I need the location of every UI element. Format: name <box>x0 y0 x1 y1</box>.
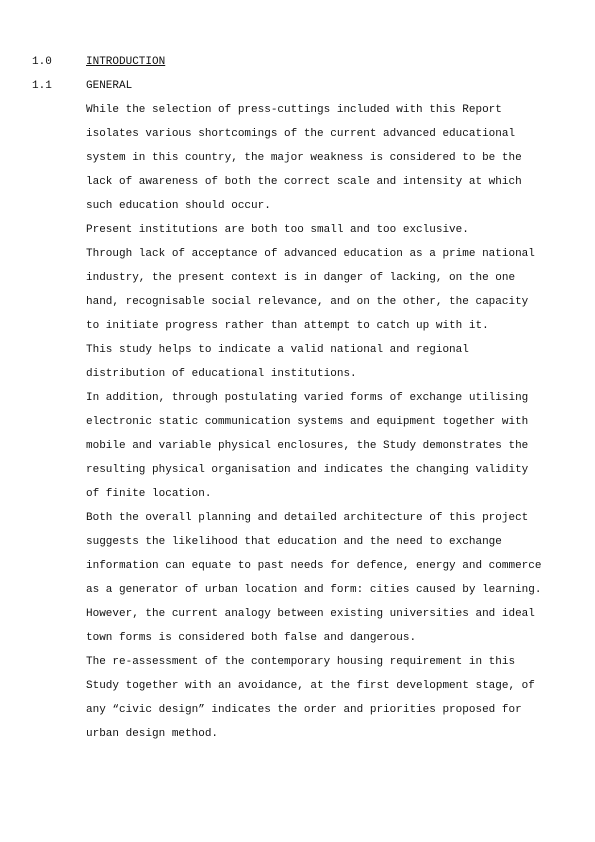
text-line: urban design method. <box>86 728 219 740</box>
text-line: suggests the likelihood that education and the need to exchange <box>86 536 502 548</box>
text-line: of finite location. <box>86 488 212 500</box>
text-line: to initiate progress rather than attempt to catch up with it. <box>86 320 489 332</box>
body-text <box>86 98 591 746</box>
text-line: isolates various shortcomings of the current advanced educational <box>86 128 516 140</box>
text-line: mobile and variable physical enclosures, the Study demonstrates the <box>86 440 529 452</box>
text-line: This study helps to indicate a valid national and regional <box>86 344 469 356</box>
section-heading-general <box>0 74 595 98</box>
section-title: GENERAL <box>86 80 133 92</box>
text-line: Present institutions are both too small and too exclusive. <box>86 224 469 236</box>
section-number: 1.1 <box>32 80 52 92</box>
text-line: electronic static communication systems and equipment together with <box>86 416 529 428</box>
text-line: Study together with an avoidance, at the first development stage, of <box>86 680 535 692</box>
section-title: INTRODUCTION <box>86 56 166 68</box>
text-line: The re-assessment of the contemporary housing requirement in this <box>86 656 516 668</box>
section-number: 1.0 <box>32 56 52 68</box>
text-line: town forms is considered both false and dangerous. <box>86 632 417 644</box>
text-line: lack of awareness of both the correct scale and intensity at which <box>86 176 522 188</box>
text-line: However, the current analogy between existing universities and ideal <box>86 608 535 620</box>
text-line: resulting physical organisation and indicates the changing validity <box>86 464 529 476</box>
section-heading-introduction <box>0 50 595 74</box>
text-line: distribution of educational institutions. <box>86 368 357 380</box>
text-line: In addition, through postulating varied forms of exchange utilising <box>86 392 529 404</box>
text-line: While the selection of press-cuttings included with this Report <box>86 104 502 116</box>
text-line: Through lack of acceptance of advanced education as a prime national <box>86 248 535 260</box>
text-line: industry, the present context is in danger of lacking, on the one <box>86 272 516 284</box>
text-line: as a generator of urban location and form: cities caused by learning. <box>86 584 542 596</box>
text-line: such education should occur. <box>86 200 271 212</box>
text-line: any “civic design” indicates the order and priorities proposed for <box>86 704 522 716</box>
text-line: information can equate to past needs for defence, energy and commerce <box>86 560 542 572</box>
text-line: hand, recognisable social relevance, and on the other, the capacity <box>86 296 529 308</box>
text-line: system in this country, the major weakness is considered to be the <box>86 152 522 164</box>
text-line: Both the overall planning and detailed architecture of this project <box>86 512 529 524</box>
